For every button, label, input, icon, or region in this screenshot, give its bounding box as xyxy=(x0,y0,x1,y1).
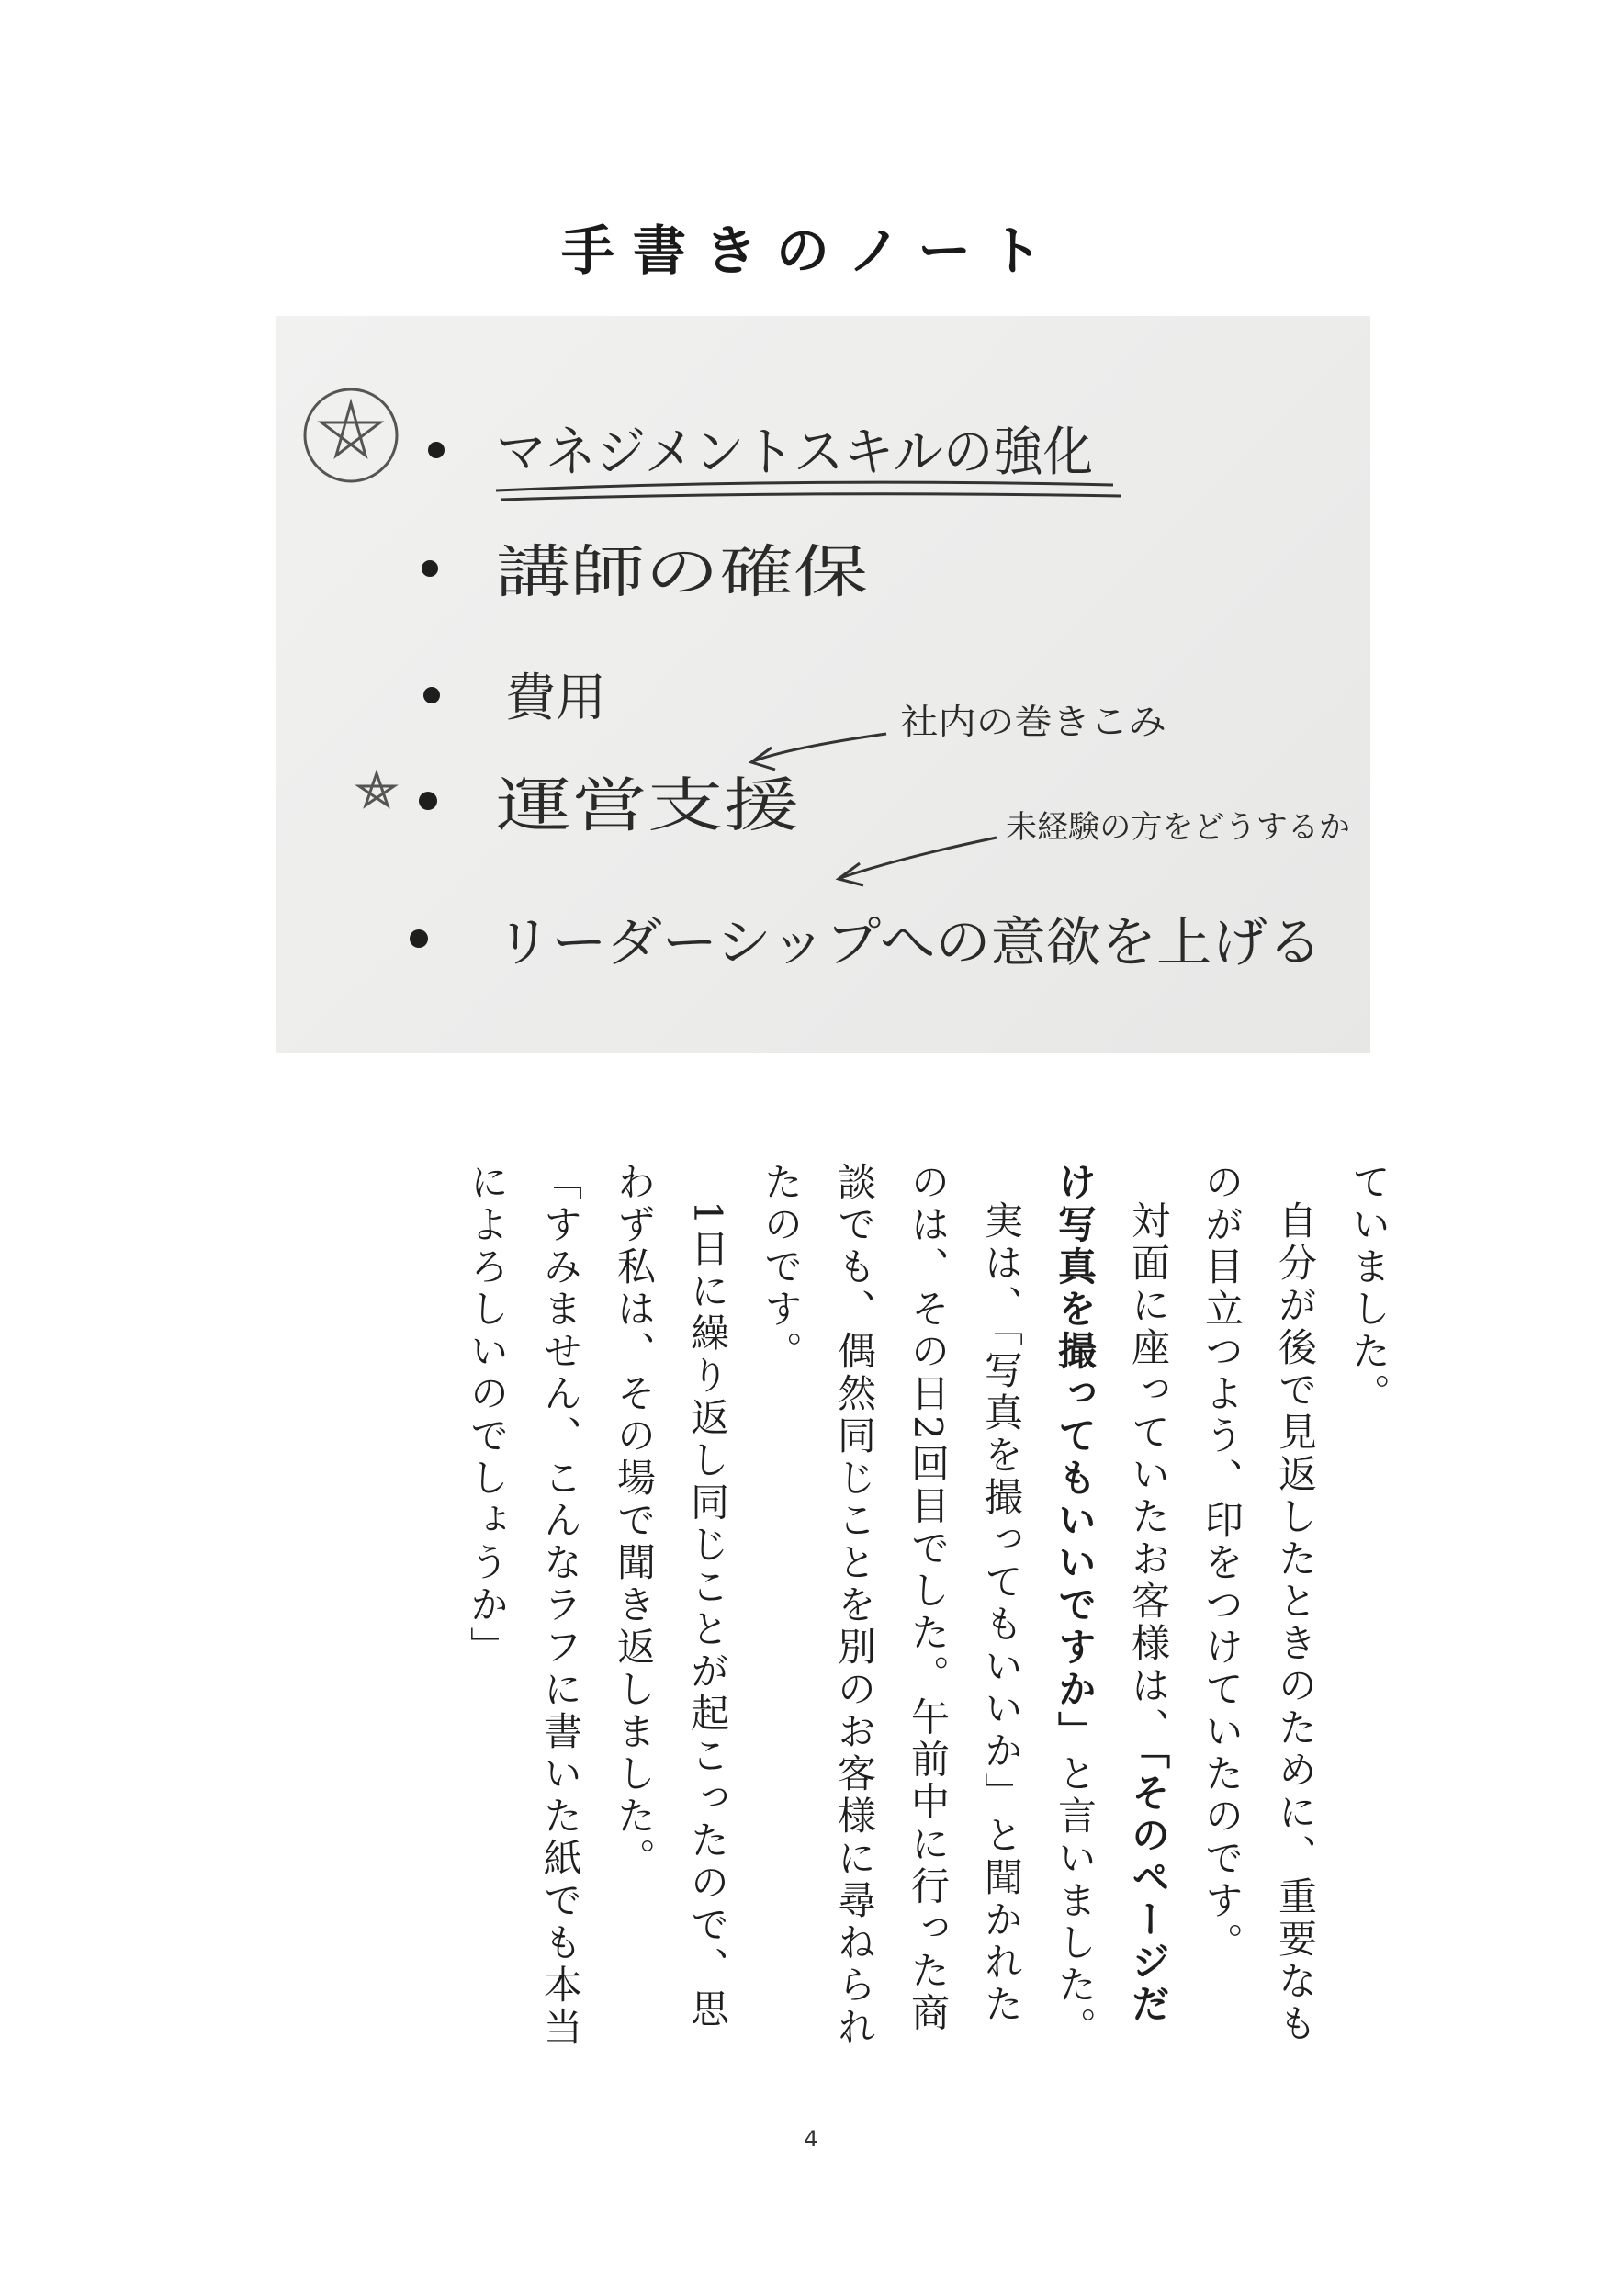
paragraph: ていました。 xyxy=(1346,1162,1391,1415)
emphasized-quote: 「そのページだけ写真を撮ってもいいですか」 xyxy=(1053,1162,1171,2026)
paragraph: 1日に繰り返し同じことが起こったので、思わず私は、その場で聞き返しました。 xyxy=(612,1162,730,2032)
star-icon xyxy=(359,773,394,805)
paragraph: 自分が後で見返したときのために、重要なものが目立つよう、印をつけていたのです。 xyxy=(1200,1162,1318,2045)
body-text xyxy=(257,1162,1405,2062)
paragraph-text: 対面に座っていたお客様は、 xyxy=(1126,1200,1171,1750)
paragraph: 「すみません、こんなラフに書いた紙でも本当によろしいのでしょうか」 xyxy=(465,1162,583,2049)
paragraph xyxy=(1038,1162,1185,2062)
bullet-dot xyxy=(410,929,428,948)
annotation-arrow xyxy=(840,838,997,878)
handwritten-note-photo xyxy=(276,316,1370,1053)
note-item-2: 講師の確保 xyxy=(496,538,868,605)
bullet-dot xyxy=(422,560,438,577)
paragraph-text: と言いました。 xyxy=(1053,1753,1098,2049)
underline xyxy=(496,482,1113,490)
page-title: 手書きのノート xyxy=(560,219,1062,282)
bullet-dot xyxy=(419,792,437,810)
underline xyxy=(501,494,1121,500)
bullet-dot xyxy=(428,442,445,458)
note-item-5: リーダーシップへの意欲を上げる xyxy=(496,911,1323,974)
paragraph: 実は、「写真を撮ってもいいか」と聞かれたのは、その日2回目でした。午前中に行った商談でも、偶然同じことを別のお客様に尋ねられたのです。 xyxy=(759,1162,1024,2049)
bullet-dot xyxy=(423,687,440,703)
note-item-3: 費用 xyxy=(505,669,606,728)
page-number: 4 xyxy=(804,2126,818,2152)
note-item-4: 運営支援 xyxy=(496,772,799,840)
circled-star-icon xyxy=(305,389,397,481)
annotation-arrow xyxy=(753,734,886,761)
note-annotation-2: 未経験の方をどうするか xyxy=(1006,809,1350,846)
note-annotation-1: 社内の巻きこみ xyxy=(900,702,1166,742)
note-item-1: マネジメントスキルの強化 xyxy=(496,421,1093,483)
